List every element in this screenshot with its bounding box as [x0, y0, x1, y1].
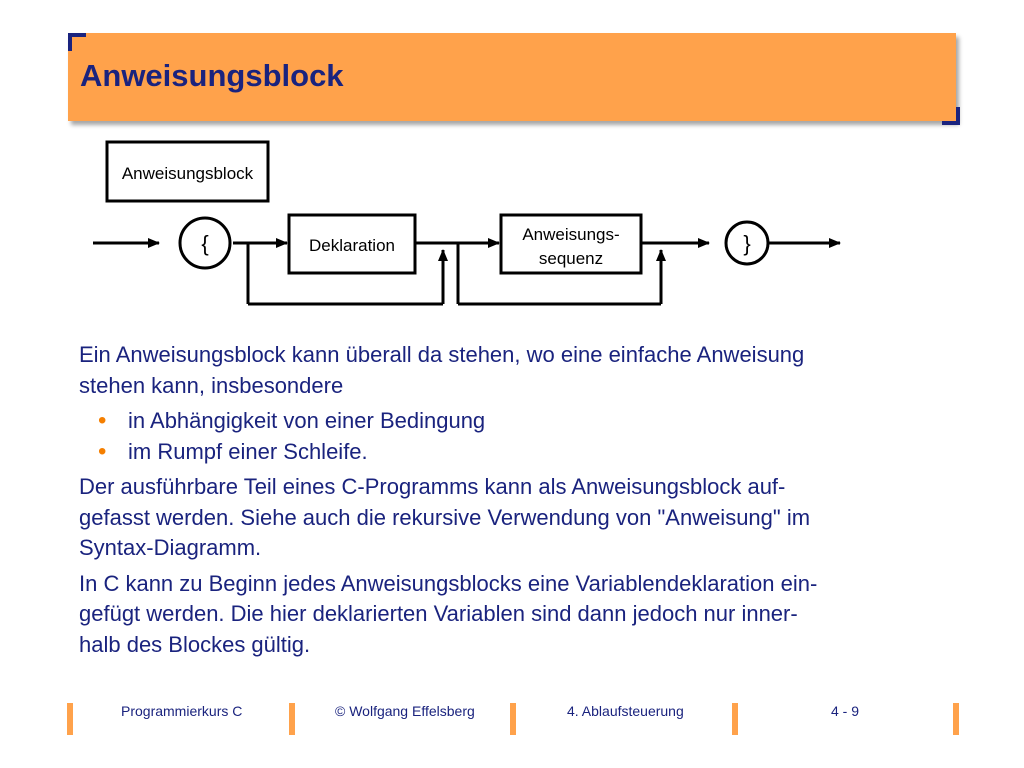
- declaration-label: Deklaration: [309, 236, 395, 255]
- intro-paragraph: [79, 340, 959, 401]
- footer-divider: [67, 703, 73, 735]
- intro-line-1: Ein Anweisungsblock kann überall da stehen, wo eine einfache Anweisung: [79, 342, 805, 367]
- footer-chapter: 4. Ablaufsteuerung: [567, 703, 684, 719]
- footer-divider: [732, 703, 738, 735]
- paragraph-2-line-2: gefasst werden. Siehe auch die rekursive Verwendung von "Anweisung" im: [79, 504, 811, 530]
- bullet-item: [79, 406, 959, 437]
- intro-line-2: stehen kann, insbesondere: [79, 372, 344, 398]
- open-brace-label: {: [201, 231, 209, 256]
- bullet-text: im Rumpf einer Schleife.: [128, 438, 368, 464]
- paragraph-3-line-1: In C kann zu Beginn jedes Anweisungsblocks eine Variablendeklaration ein-: [79, 570, 818, 596]
- open-brace-node: [180, 218, 230, 268]
- close-brace-label: }: [743, 231, 751, 256]
- paragraph-2-line-1: Der ausführbare Teil eines C-Programms kann als Anweisungsblock auf-: [79, 474, 786, 499]
- declaration-box: [289, 215, 415, 273]
- footer-course: Programmierkurs C: [121, 703, 243, 719]
- diagram-name-box: [107, 142, 268, 201]
- slide-body: [79, 340, 959, 665]
- footer-page-number: 4 - 9: [831, 703, 860, 719]
- bullet-list: [79, 406, 959, 467]
- bullet-dot-icon: •: [98, 437, 107, 465]
- statement-sequence-label-line2: sequenz: [538, 249, 604, 268]
- diagram-name-label: Anweisungsblock: [121, 164, 254, 183]
- paragraph-3-line-3: halb des Blockes gültig.: [79, 631, 311, 657]
- paragraph-3-line-2: gefügt werden. Die hier deklarierten Variablen sind dann jedoch nur inner-: [79, 601, 798, 626]
- paragraph-2: [79, 472, 959, 564]
- statement-sequence-box: [501, 215, 641, 273]
- footer-divider: [510, 703, 516, 735]
- paragraph-3: [79, 569, 959, 661]
- slide-title: Anweisungsblock: [80, 58, 344, 93]
- footer-author: © Wolfgang Effelsberg: [335, 703, 475, 719]
- bullet-text: in Abhängigkeit von einer Bedingung: [128, 408, 486, 433]
- paragraph-2-line-3: Syntax-Diagramm.: [79, 535, 262, 560]
- footer-divider: [953, 703, 959, 735]
- footer-divider: [289, 703, 295, 735]
- close-brace-node: [726, 222, 768, 264]
- syntax-diagram: [0, 0, 1024, 330]
- statement-sequence-label-line1: Anweisungs-: [522, 225, 620, 244]
- bullet-dot-icon: •: [98, 407, 107, 434]
- bullet-item: [79, 437, 959, 468]
